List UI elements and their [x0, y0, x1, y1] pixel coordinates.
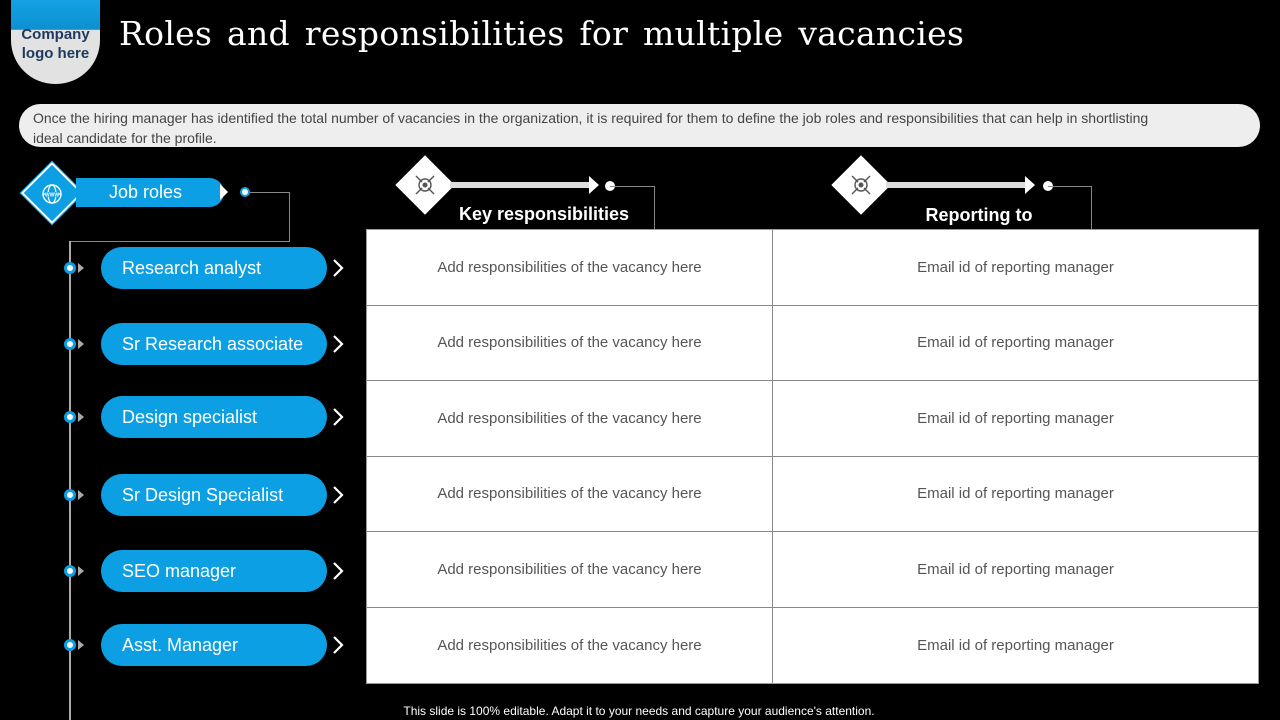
target-icon [413, 173, 437, 197]
chevron-right-icon [331, 561, 345, 581]
job-roles-pointer [220, 184, 228, 200]
job-roles-connector-bottom [70, 241, 250, 242]
reporting-cell: Email id of reporting manager [773, 306, 1258, 382]
responsibility-cell: Add responsibilities of the vacancy here [367, 230, 773, 306]
role-timeline-dot [64, 338, 76, 350]
responsibilities-table [366, 229, 1259, 684]
responsibility-cell: Add responsibilities of the vacancy here [367, 306, 773, 382]
role-arrow-icon [78, 640, 84, 650]
logo-text [21, 25, 89, 63]
role-pill: SEO manager [101, 550, 327, 592]
svg-text:WWW: WWW [44, 192, 60, 199]
role-timeline-dot [64, 411, 76, 423]
reporting-cell: Email id of reporting manager [773, 532, 1258, 608]
role-pill: Asst. Manager [101, 624, 327, 666]
column-header-reporting: Reporting to [925, 205, 1033, 225]
job-roles-connector [250, 192, 290, 242]
chevron-right-icon [331, 407, 345, 427]
role-pill: Design specialist [101, 396, 327, 438]
footer-note: This slide is 100% editable. Adapt it to your needs and capture your audience's attention. [403, 704, 875, 718]
job-roles-dot [240, 187, 250, 197]
role-timeline-dot [64, 262, 76, 274]
chevron-right-icon [331, 485, 345, 505]
role-pill: Research analyst [101, 247, 327, 289]
role-arrow-icon [78, 263, 84, 273]
role-pill: Sr Design Specialist [101, 474, 327, 516]
company-logo [11, 0, 100, 84]
reporting-cell: Email id of reporting manager [773, 457, 1258, 533]
responsibility-cell: Add responsibilities of the vacancy here [367, 608, 773, 684]
page-title: Roles and responsibilities for multiple vacancies [119, 14, 965, 53]
reporting-cell: Email id of reporting manager [773, 230, 1258, 306]
reporting-cell: Email id of reporting manager [773, 381, 1258, 457]
chevron-right-icon [331, 334, 345, 354]
role-timeline-dot [64, 639, 76, 651]
logo-text-line1: Company [21, 26, 90, 43]
role-arrow-icon [78, 490, 84, 500]
job-roles-header: Job roles [76, 178, 224, 207]
logo-text-line2: logo here [21, 45, 90, 62]
responsibility-cell: Add responsibilities of the vacancy here [367, 457, 773, 533]
role-arrow-icon [78, 339, 84, 349]
role-arrow-icon [78, 412, 84, 422]
role-arrow-icon [78, 566, 84, 576]
responsibilities-arrow-bar [450, 182, 590, 188]
www-globe-icon [38, 180, 66, 208]
chevron-right-icon [331, 258, 345, 278]
column-header-responsibilities: Key responsibilities [458, 204, 630, 224]
reporting-arrow-bar [886, 182, 1026, 188]
role-pill: Sr Research associate [101, 323, 327, 365]
responsibilities-arrowhead [589, 176, 599, 194]
role-timeline-dot [64, 489, 76, 501]
responsibility-cell: Add responsibilities of the vacancy here [367, 381, 773, 457]
chevron-right-icon [331, 635, 345, 655]
reporting-cell: Email id of reporting manager [917, 636, 1114, 654]
target-icon [849, 173, 873, 197]
reporting-arrowhead [1025, 176, 1035, 194]
role-timeline-dot [64, 565, 76, 577]
intro-text: Once the hiring manager has identified the total number of vacancies in the organization, it is required for them to define the job roles and responsibilities that can help in shortlisting ideal candidate for the profile. [19, 104, 1260, 147]
responsibility-cell: Add responsibilities of the vacancy here [367, 532, 773, 608]
